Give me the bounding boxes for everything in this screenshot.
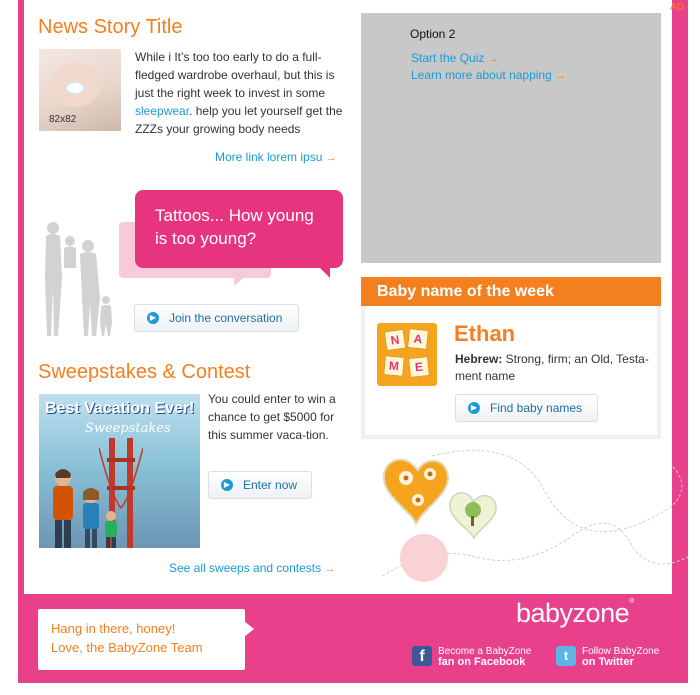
start-quiz-link[interactable]	[411, 51, 499, 65]
news-body-after: . help you let yourself get the ZZZs your growing body needs	[135, 104, 343, 136]
sweepstakes-image-subtitle: Sweepstakes	[85, 421, 171, 436]
ad-option-label: Option 2	[410, 27, 456, 41]
name-tile: M	[383, 355, 405, 377]
baby-name-meaning-text: Strong, firm; an Old, Testa-ment name	[455, 352, 649, 383]
arrow-right-icon: →	[487, 53, 499, 65]
news-thumbnail[interactable]	[39, 49, 121, 131]
sweepstakes-title[interactable]: Sweepstakes & Contest	[38, 361, 251, 383]
enter-now-button[interactable]	[208, 471, 312, 499]
chevron-right-icon: ▶	[221, 479, 233, 491]
see-all-label: See all sweeps and contests	[169, 561, 322, 575]
arrow-right-icon: →	[324, 563, 336, 575]
facebook-line-1: Become a BabyZone	[438, 646, 532, 657]
join-conversation-button[interactable]	[134, 304, 299, 332]
arrow-right-icon: →	[555, 70, 567, 82]
sweepstakes-body: You could enter to win a chance to get $5000 for this summer vaca-tion.	[208, 392, 336, 442]
see-all-sweeps-link[interactable]	[169, 561, 335, 575]
twitter-line-2: on Twitter	[582, 656, 634, 668]
find-baby-names-button[interactable]	[455, 394, 598, 422]
twitter-icon: t	[556, 646, 576, 666]
ad-label: AD	[670, 2, 684, 13]
sweepstakes-image[interactable]	[39, 394, 200, 548]
news-body-before: While i It’s too too early to do a full-fledged wardrobe overhaul, but this is just the right week to invest in some	[135, 50, 335, 100]
find-baby-names-label: Find baby names	[490, 401, 583, 415]
chevron-right-icon: ▶	[147, 312, 159, 324]
name-tile: N	[384, 329, 407, 352]
facebook-line-2: fan on Facebook	[438, 656, 526, 668]
sweepstakes-image-title: Best Vacation Ever!	[45, 400, 195, 417]
vacation-family-illustration	[43, 464, 123, 548]
sleepwear-link[interactable]: sleepwear	[135, 104, 190, 118]
signoff-card-tail	[244, 621, 254, 637]
baby-name[interactable]: Ethan	[454, 321, 516, 346]
ad-placeholder[interactable]	[361, 13, 661, 263]
enter-now-label: Enter now	[243, 478, 298, 492]
name-tile: A	[407, 328, 429, 350]
thumb-size-label: 82x82	[49, 114, 77, 125]
signoff-card	[38, 609, 245, 670]
news-body	[135, 48, 347, 138]
family-silhouette-icon	[38, 218, 118, 338]
signoff-line-2: Love, the BabyZone Team	[51, 640, 203, 655]
babyzone-logo[interactable]	[516, 598, 634, 629]
speech-bubble-back-tail	[234, 276, 246, 286]
more-link-label: More link lorem ipsu	[215, 150, 323, 164]
start-quiz-label: Start the Quiz	[411, 51, 485, 65]
baby-name-heading: Baby name of the week	[361, 277, 661, 306]
twitter-text	[582, 646, 659, 668]
signoff-line-1: Hang in there, honey!	[51, 621, 176, 636]
baby-name-origin: Hebrew:	[455, 352, 503, 366]
facebook-text	[438, 646, 531, 668]
baby-name-meaning	[455, 351, 655, 385]
twitter-line-1: Follow BabyZone	[582, 646, 660, 657]
conversation-bubble[interactable]: Tattoos... How young is too young?	[135, 190, 343, 268]
hearts-decoration-icon	[372, 446, 692, 586]
speech-bubble-tail	[316, 264, 330, 278]
chevron-right-icon: ▶	[468, 402, 480, 414]
more-link[interactable]	[215, 150, 337, 164]
name-tile: E	[408, 356, 430, 378]
news-story-title[interactable]: News Story Title	[38, 16, 183, 38]
facebook-icon: f	[412, 646, 432, 666]
napping-label: Learn more about napping	[411, 68, 552, 82]
napping-link[interactable]	[411, 68, 566, 82]
registered-mark: ®	[629, 598, 634, 605]
brand-name: babyzone	[516, 598, 630, 628]
arrow-right-icon: →	[325, 152, 337, 164]
join-conversation-label: Join the conversation	[169, 311, 283, 325]
name-blocks-icon	[377, 323, 437, 386]
pacifier	[65, 81, 85, 95]
